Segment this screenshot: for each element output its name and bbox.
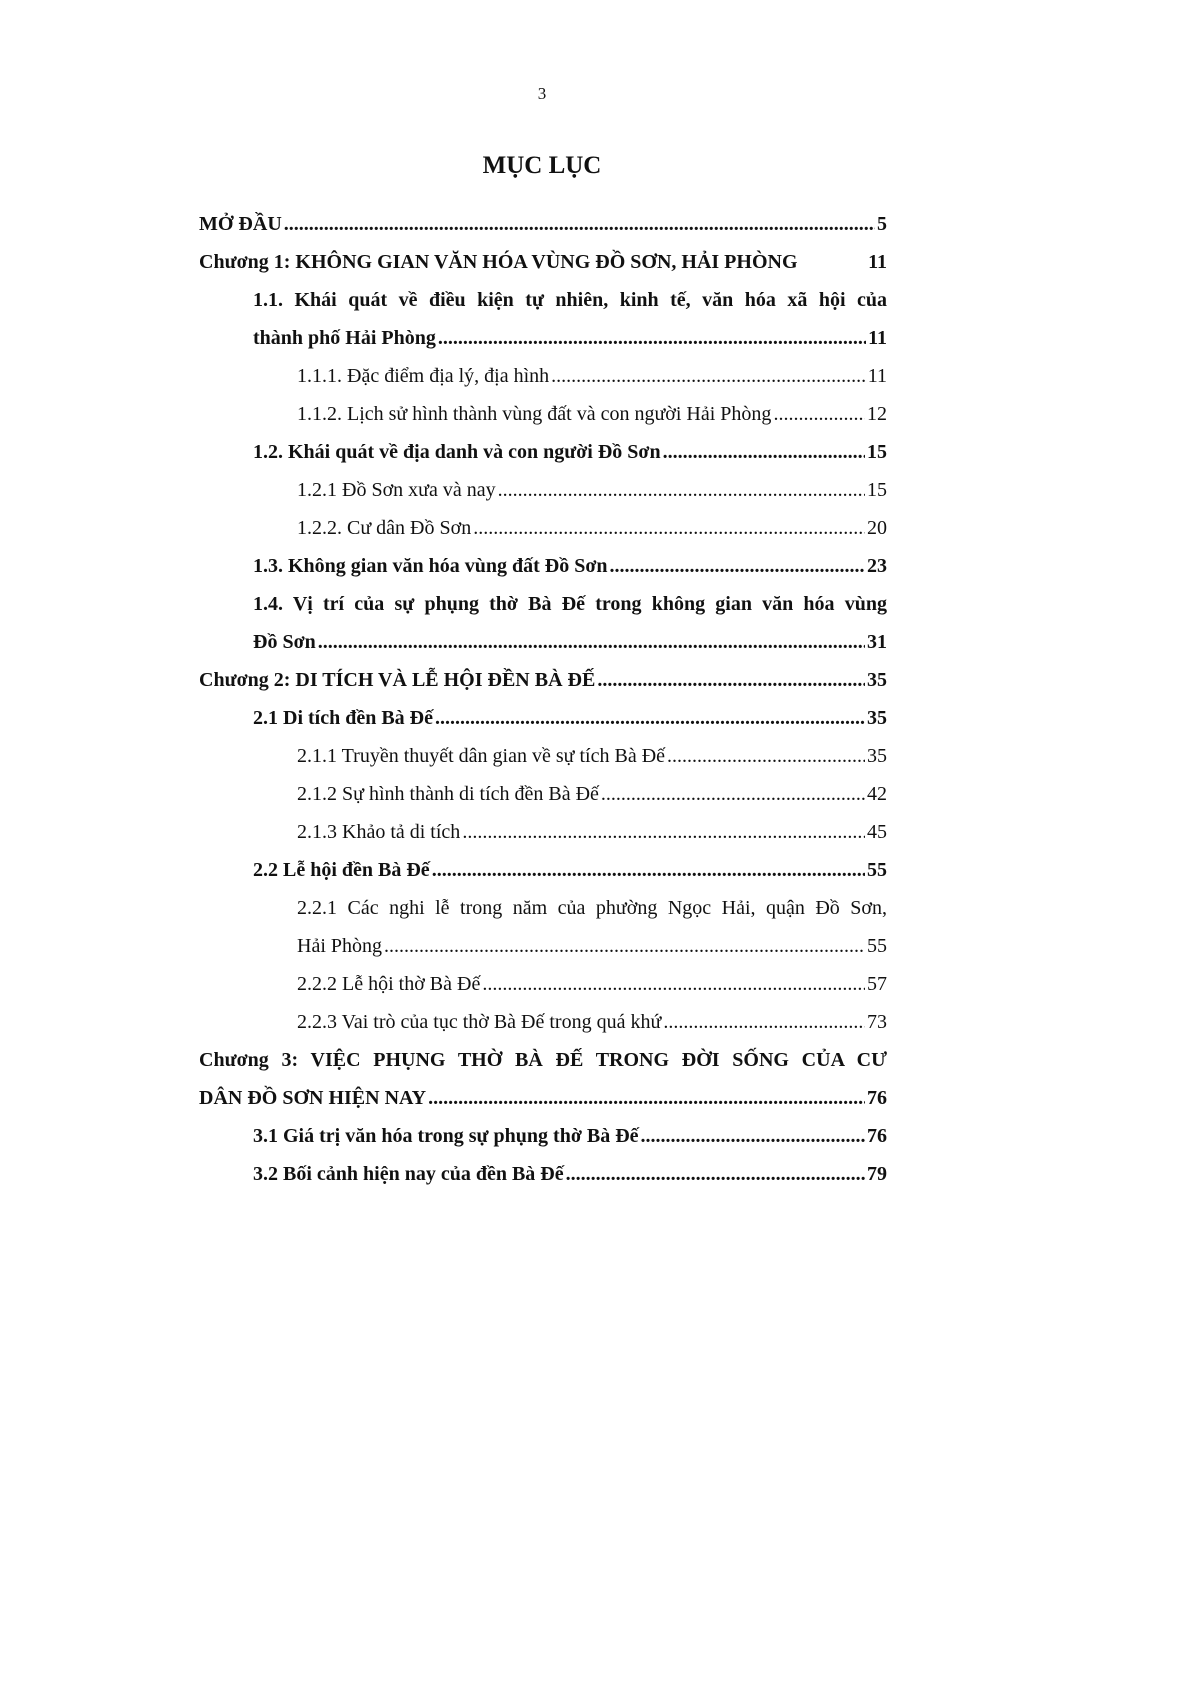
toc-entry-1-2-1[interactable]: [297, 471, 887, 509]
page-number: 3: [537, 84, 547, 103]
toc-entry-title: 2.1 Di tích đền Bà Đế: [253, 707, 433, 729]
dot-leader: [551, 357, 866, 395]
toc-entry-title: 1.2.2. Cư dân Đồ Sơn: [297, 517, 472, 539]
toc-entry-2-2-3[interactable]: [297, 1003, 887, 1041]
toc-entry-line: [297, 737, 887, 775]
toc-entry-page-number: 73: [867, 1011, 887, 1033]
dot-leader: [462, 813, 865, 851]
toc-entry-page-number: 15: [867, 479, 887, 501]
toc-entry-title: 2.2 Lễ hội đền Bà Đế: [253, 859, 430, 881]
dot-leader: [432, 851, 865, 889]
toc-title: MỤC LỤC: [482, 152, 602, 179]
dot-leader: [438, 319, 866, 357]
toc-entry-page-number: 76: [867, 1125, 887, 1147]
toc-entry-title: thành phố Hải Phòng: [253, 327, 436, 349]
dot-leader: [473, 509, 865, 547]
toc-entry-line: [253, 1155, 887, 1193]
table-of-contents: [199, 205, 887, 1193]
dot-leader: [601, 775, 865, 813]
dot-leader: [318, 623, 865, 661]
toc-entry-line: [253, 547, 887, 585]
toc-entry-page-number: 23: [867, 555, 887, 577]
toc-entry-2-1-3[interactable]: [297, 813, 887, 851]
toc-entry-line: [297, 965, 887, 1003]
toc-entry-page-number: 57: [867, 973, 887, 995]
dot-leader: [641, 1117, 865, 1155]
toc-entry-title: 1.3. Không gian văn hóa vùng đất Đồ Sơn: [253, 555, 608, 577]
toc-entry-line: [253, 433, 887, 471]
toc-entry-title: 2.1.3 Khảo tả di tích: [297, 821, 461, 843]
dot-leader: [663, 433, 865, 471]
toc-entry-page-number: 55: [867, 935, 887, 957]
toc-entry-title-line1: 2.2.1 Các nghi lễ trong năm của phường Ngọc Hải, quận Đồ Sơn,: [297, 897, 887, 919]
toc-entry-line: [297, 395, 887, 433]
toc-entry-1-2[interactable]: [253, 433, 887, 471]
dot-leader: [597, 661, 865, 699]
toc-entry-line: [297, 775, 887, 813]
toc-entry-line: [297, 1003, 887, 1041]
toc-entry-chuong-2[interactable]: [199, 661, 887, 699]
toc-entry-title: DÂN ĐỒ SƠN HIỆN NAY: [199, 1087, 427, 1109]
toc-entry-page-number: 12: [867, 403, 887, 425]
toc-entry-page-number: 5: [877, 213, 887, 235]
toc-entry-title: 2.1.1 Truyền thuyết dân gian về sự tích Bà Đế: [297, 745, 666, 767]
toc-entry-line: [253, 1117, 887, 1155]
toc-entry-page-number: 42: [867, 783, 887, 805]
toc-entry-line: [199, 205, 887, 243]
dot-leader: [667, 737, 865, 775]
toc-entry-title-line1: 1.4. Vị trí của sự phụng thờ Bà Đế trong không gian văn hóa vùng: [253, 593, 887, 615]
dot-leader: [773, 395, 865, 433]
toc-entry-page-number: 79: [867, 1163, 887, 1185]
dot-leader: [435, 699, 865, 737]
toc-entry-title: 1.1.2. Lịch sử hình thành vùng đất và con người Hải Phòng: [297, 403, 772, 425]
toc-entry-chuong-3[interactable]: [199, 1041, 887, 1117]
toc-entry-title: 1.2. Khái quát về địa danh và con người Đồ Sơn: [253, 441, 661, 463]
toc-entry-3-1[interactable]: [253, 1117, 887, 1155]
toc-entry-page-number: 45: [867, 821, 887, 843]
toc-entry-1-2-2[interactable]: [297, 509, 887, 547]
toc-entry-page-number: 11: [868, 327, 887, 349]
toc-entry-2-1-1[interactable]: [297, 737, 887, 775]
toc-entry-line: [199, 243, 887, 281]
dot-leader: [384, 927, 865, 965]
toc-entry-page-number: 11: [867, 365, 887, 387]
toc-entry-mo-dau[interactable]: [199, 205, 887, 243]
dot-leader: [610, 547, 865, 585]
toc-entry-1-1-2[interactable]: [297, 395, 887, 433]
dot-leader: [428, 1079, 865, 1117]
toc-entry-title: 2.1.2 Sự hình thành di tích đền Bà Đế: [297, 783, 599, 805]
dot-leader: [482, 965, 865, 1003]
toc-entry-line: [253, 851, 887, 889]
toc-entry-page-number: 15: [867, 441, 887, 463]
toc-entry-line: [297, 927, 887, 965]
toc-entry-title-line1: 1.1. Khái quát về điều kiện tự nhiên, kinh tế, văn hóa xã hội của: [253, 289, 887, 311]
toc-entry-title: Hải Phòng: [297, 935, 382, 957]
toc-entry-title: Chương 1: KHÔNG GIAN VĂN HÓA VÙNG ĐỒ SƠN, HẢI PHÒNG: [199, 251, 798, 273]
toc-entry-page-number: 11: [868, 251, 887, 273]
toc-entry-3-2[interactable]: [253, 1155, 887, 1193]
dot-leader: [663, 1003, 865, 1041]
toc-entry-title-line1: Chương 3: VIỆC PHỤNG THỜ BÀ ĐẾ TRONG ĐỜI SỐNG CỦA CƯ: [199, 1049, 887, 1071]
toc-entry-line: [199, 661, 887, 699]
toc-entry-1-1-1[interactable]: [297, 357, 887, 395]
toc-entry-2-1[interactable]: [253, 699, 887, 737]
toc-entry-line: [297, 509, 887, 547]
toc-entry-page-number: 35: [867, 707, 887, 729]
toc-entry-page-number: 35: [867, 745, 887, 767]
toc-entry-page-number: 20: [867, 517, 887, 539]
toc-entry-2-1-2[interactable]: [297, 775, 887, 813]
toc-entry-title: Chương 2: DI TÍCH VÀ LỄ HỘI ĐỀN BÀ ĐẾ: [199, 669, 596, 691]
toc-entry-page-number: 31: [867, 631, 887, 653]
toc-entry-title: 2.2.3 Vai trò của tục thờ Bà Đế trong quá khứ: [297, 1011, 662, 1033]
toc-entry-title: Đồ Sơn: [253, 631, 316, 653]
toc-entry-line: [297, 357, 887, 395]
toc-entry-line: [253, 699, 887, 737]
toc-entry-1-1[interactable]: [253, 281, 887, 357]
toc-entry-line: [253, 319, 887, 357]
dot-leader: [566, 1155, 865, 1193]
toc-entry-line: [199, 1079, 887, 1117]
toc-entry-page-number: 55: [867, 859, 887, 881]
toc-entry-title: 2.2.2 Lễ hội thờ Bà Đế: [297, 973, 481, 995]
toc-entry-title: 3.2 Bối cảnh hiện nay của đền Bà Đế: [253, 1163, 564, 1185]
toc-entry-1-3[interactable]: [253, 547, 887, 585]
toc-entry-2-2-1[interactable]: [297, 889, 887, 965]
toc-entry-title: MỞ ĐẦU: [199, 213, 282, 235]
toc-entry-line: [297, 813, 887, 851]
dot-leader: [284, 205, 875, 243]
toc-entry-title: 3.1 Giá trị văn hóa trong sự phụng thờ Bà Đế: [253, 1125, 639, 1147]
toc-entry-title: 1.2.1 Đồ Sơn xưa và nay: [297, 479, 496, 501]
toc-entry-line: [297, 471, 887, 509]
toc-entry-chuong-1[interactable]: [199, 243, 887, 281]
toc-entry-2-2-2[interactable]: [297, 965, 887, 1003]
toc-entry-page-number: 76: [867, 1087, 887, 1109]
toc-entry-1-4[interactable]: [253, 585, 887, 661]
toc-entry-line: [253, 623, 887, 661]
toc-entry-title: 1.1.1. Đặc điểm địa lý, địa hình: [297, 365, 550, 387]
toc-entry-page-number: 35: [867, 669, 887, 691]
toc-entry-2-2[interactable]: [253, 851, 887, 889]
dot-leader: [498, 471, 865, 509]
